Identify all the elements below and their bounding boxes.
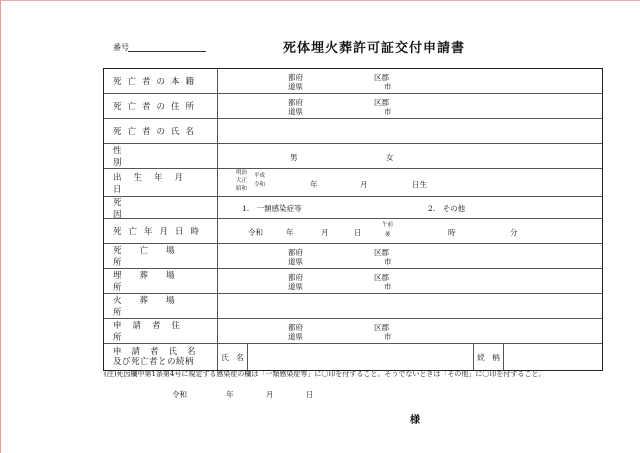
prefecture-unit-1: 都府 [288,323,303,332]
label-birth [104,169,218,196]
shinseisha-shimei-field [218,344,602,370]
birth-year-unit: 年 [310,180,318,189]
label-kaso-basho [104,294,218,318]
prefecture-unit-1: 都府 [288,73,303,82]
label-text: 死亡場所 [113,246,193,268]
ward-unit: 区郡 [374,73,389,82]
label-seibetsu [104,144,218,168]
row-jusho [104,94,602,119]
city-unit: 市 [384,257,392,266]
applicant-name-cell [218,344,602,370]
row-shinseisha-shimei [104,344,602,370]
row-shimei [104,119,602,144]
prefecture-unit-1: 都府 [288,273,303,282]
label-shiin [104,197,218,218]
shibo-basho-field[interactable] [218,244,602,268]
label-shibo-nichiji [104,219,218,243]
ward-unit: 区郡 [374,248,389,257]
gender-male-option[interactable]: 男 [290,153,298,162]
ward-unit: 区郡 [374,98,389,107]
honorific-sama: 様 [410,415,420,426]
shibo-nichiji-field[interactable] [218,219,602,243]
label-text: 火葬場所 [113,296,193,318]
label-jusho [104,94,218,118]
death-day-unit: 日 [354,228,362,237]
label-text-line1: 申請者氏名 [113,347,206,357]
death-pm-option[interactable]: 後 [385,232,391,238]
row-shibo-basho [104,244,602,269]
applicant-name-label [218,344,248,370]
birth-era-1-3[interactable]: 昭和 [236,186,248,192]
city-unit: 市 [384,332,392,341]
date-month-unit: 月 [266,390,274,399]
death-minute-unit: 分 [510,228,518,237]
prefecture-unit-2: 道県 [288,257,303,266]
date-year-unit: 年 [226,390,234,399]
relation-label-text: 続 柄 [477,352,500,362]
label-text-line2: 及び死亡者との続柄 [113,357,195,367]
prefecture-unit-2: 道県 [288,82,303,91]
prefecture-unit-1: 都府 [288,98,303,107]
shinseisha-jusho-field[interactable] [218,319,602,343]
label-text: 死亡者の本籍 [113,77,201,87]
birth-era-2-1[interactable]: 平成 [254,173,266,179]
label-text: 性別 [113,146,202,168]
label-shimei [104,119,218,143]
label-text: 死亡者の氏名 [113,127,201,137]
birth-era-2-2[interactable]: 令和 [254,182,266,188]
footnote: (注)死因欄中第1条第4号に規定する感染症の欄は「一類感染症等」に〇印を付すること。そうでないときは「その他」に〇印を付すること。 [104,370,546,378]
row-maiso-basho [104,269,602,294]
application-form [103,68,603,371]
label-text: 申請者住所 [113,321,192,343]
kaso-basho-field[interactable] [218,294,602,318]
label-text: 死亡者の住所 [113,102,201,112]
birth-month-unit: 月 [360,180,368,189]
label-maiso-basho [104,269,218,293]
birth-field[interactable] [218,169,602,196]
label-honseki [104,69,218,93]
prefecture-unit-2: 道県 [288,107,303,116]
row-shibo-nichiji [104,219,602,244]
ward-unit: 区郡 [374,323,389,332]
birth-era-1-1[interactable]: 明治 [236,170,248,176]
death-am-option[interactable]: 午前 [382,222,394,228]
relation-input[interactable] [504,344,602,370]
label-text: 死因 [113,197,202,220]
label-shinseisha-shimei [104,344,218,370]
seibetsu-field [218,144,602,168]
label-text: 死亡年月日時 [113,227,207,237]
gender-female-option[interactable]: 女 [386,153,394,162]
document-title: 死体埋火葬許可証交付申請書 [283,41,466,56]
label-shinseisha-jusho [104,319,218,343]
row-shiin [104,197,602,219]
row-seibetsu [104,144,602,169]
city-unit: 市 [384,107,392,116]
death-era: 令和 [248,228,263,237]
cause-option-1[interactable]: 1. 一類感染症等 [242,204,302,213]
shimei-field[interactable] [218,119,602,143]
label-text: 埋葬場所 [113,271,193,293]
date-era: 令和 [172,390,187,399]
birth-era-1-2[interactable]: 大正 [236,178,248,184]
prefecture-unit-2: 道県 [288,332,303,341]
shiin-field [218,197,602,218]
applicant-name-label-text: 氏 名 [221,352,244,362]
death-year-unit: 年 [286,228,294,237]
death-month-unit: 月 [321,228,329,237]
row-birth [104,169,602,197]
maiso-basho-field[interactable] [218,269,602,293]
row-kaso-basho [104,294,602,319]
label-text: 出生年月日 [113,172,196,195]
city-unit: 市 [384,282,392,291]
birth-day-unit: 日生 [412,180,427,189]
row-honseki [104,69,602,94]
death-hour-unit: 時 [448,228,456,237]
city-unit: 市 [384,82,392,91]
prefecture-unit-2: 道県 [288,282,303,291]
number-label: 番号 [113,43,129,52]
number-field[interactable] [128,51,206,52]
applicant-name-input[interactable] [248,344,474,370]
cause-option-2[interactable]: 2. その他 [428,204,466,213]
ward-unit: 区郡 [374,273,389,282]
date-day-unit: 日 [306,390,314,399]
prefecture-unit-1: 都府 [288,248,303,257]
label-shibo-basho [104,244,218,268]
jusho-field[interactable] [218,94,602,118]
relation-label [474,344,504,370]
row-shinseisha-jusho [104,319,602,344]
honseki-field[interactable] [218,69,602,93]
